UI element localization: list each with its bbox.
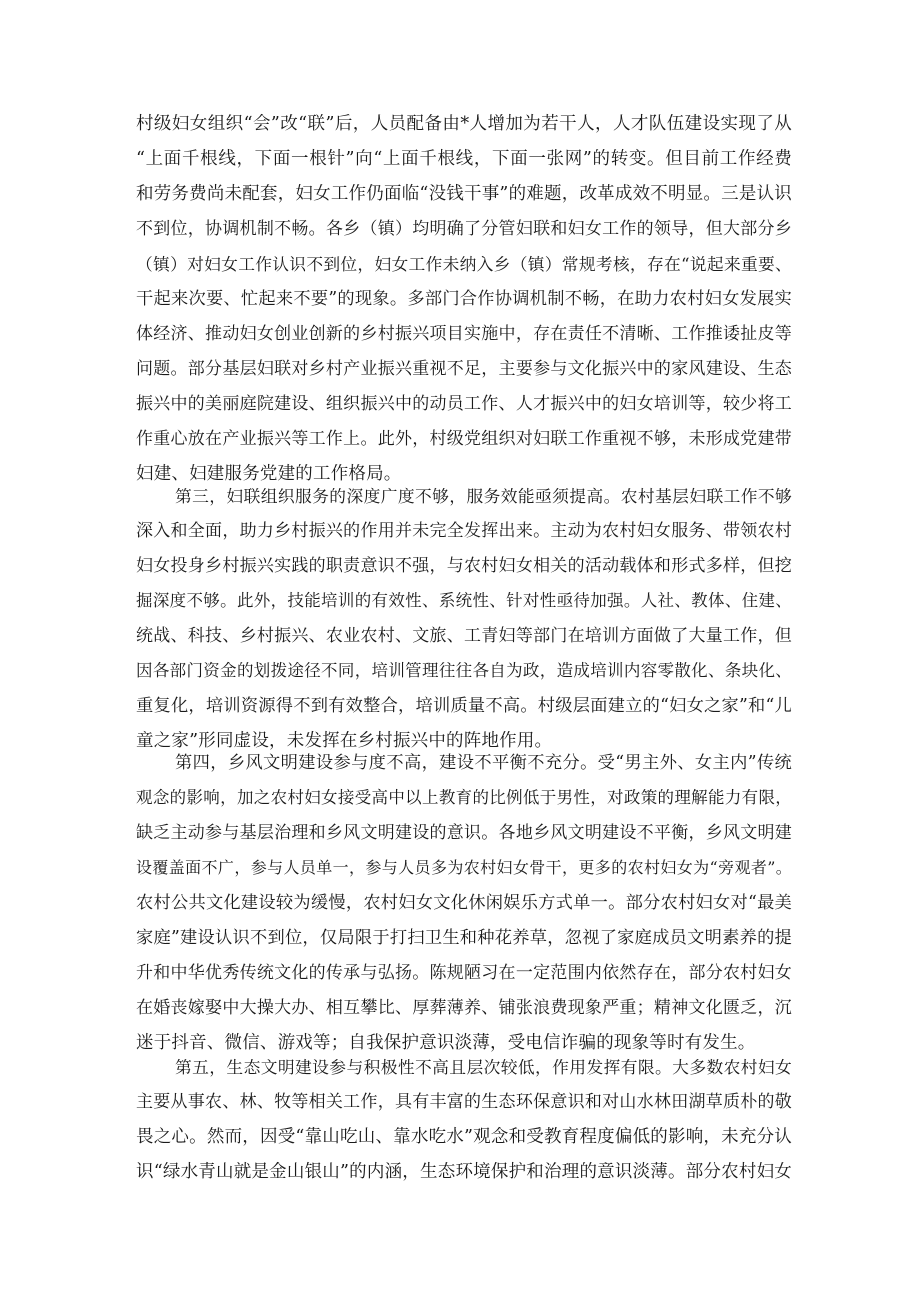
text-line: 第三，妇联组织服务的深度广度不够，服务效能亟须提高。农村基层妇联工作不够 bbox=[175, 486, 792, 506]
text-line: 深入和全面，助力乡村振兴的作用并未完全发挥出来。主动为农村妇女服务、带领农村 bbox=[136, 521, 792, 541]
text-line: 在婚丧嫁娶中大操大办、相互攀比、厚葬薄养、铺张浪费现象严重；精神文化匮乏，沉 bbox=[136, 998, 792, 1018]
text-line: 迷于抖音、微信、游戏等；自我保护意识淡薄，受电信诈骗的现象等时有发生。 bbox=[136, 1033, 756, 1053]
text-line: 设覆盖面不广，参与人员单一，参与人员多为农村妇女骨干，更多的农村妇女为“旁观者”。 bbox=[136, 858, 792, 877]
text-line: 因各部门资金的划拨途径不同，培训管理往往各自为政，造成培训内容零散化、条块化、 bbox=[136, 661, 792, 680]
text-line: 升和中华优秀传统文化的传承与弘扬。陈规陋习在一定范围内依然存在，部分农村妇女 bbox=[136, 963, 792, 983]
text-line: 家庭”建设认识不到位，仅局限于打扫卫生和种花养草，忽视了家庭成员文明素养的提 bbox=[136, 928, 792, 948]
text-line: 农村公共文化建设较为缓慢，农村妇女文化休闲娱乐方式单一。部分农村妇女对“最美 bbox=[136, 893, 792, 913]
text-line: 掘深度不够。此外，技能培训的有效性、系统性、针对性亟待加强。人社、教体、住建、 bbox=[136, 591, 792, 610]
text-line: 作重心放在产业振兴等工作上。此外，村级党组织对妇联工作重视不够，未形成党建带 bbox=[136, 429, 792, 449]
text-line: 妇女投身乡村振兴实践的职责意识不强，与农村妇女相关的活动载体和形式多样，但挖 bbox=[136, 556, 792, 576]
text-line: 缺乏主动参与基层治理和乡风文明建设的意识。各地乡风文明建设不平衡，乡风文明建 bbox=[136, 823, 792, 843]
text-line: 村级妇女组织“会”改“联”后，人员配备由*人增加为若干人，人才队伍建设实现了从 bbox=[136, 114, 792, 134]
text-line: （镇）对妇女工作认识不到位，妇女工作未纳入乡（镇）常规考核，存在“说起来重要、 bbox=[136, 254, 792, 274]
text-line: 不到位，协调机制不畅。各乡（镇）均明确了分管妇联和妇女工作的领导，但大部分乡 bbox=[136, 219, 792, 239]
text-line: 体经济、推动妇女创业创新的乡村振兴项目实施中，存在责任不清晰、工作推诿扯皮等 bbox=[136, 324, 792, 344]
text-line: 统战、科技、乡村振兴、农业农村、文旅、工青妇等部门在培训方面做了大量工作，但 bbox=[136, 626, 792, 646]
text-line: 童之家”形同虚设，未发挥在乡村振兴中的阵地作用。 bbox=[136, 731, 553, 751]
text-line: 观念的影响，加之农村妇女接受高中以上教育的比例低于男性，对政策的理解能力有限， bbox=[136, 788, 792, 807]
text-line: “上面千根线，下面一根针”向“上面千根线，下面一张网”的转变。但目前工作经费 bbox=[136, 149, 792, 169]
text-line: 第五，生态文明建设参与积极性不高且层次较低，作用发挥有限。大多数农村妇女 bbox=[175, 1057, 792, 1077]
text-line: 妇建、妇建服务党建的工作格局。 bbox=[136, 464, 402, 484]
text-line: 识“绿水青山就是金山银山”的内涵，生态环境保护和治理的意识淡薄。部分农村妇女 bbox=[136, 1162, 792, 1182]
text-line: 重复化，培训资源得不到有效整合，培训质量不高。村级层面建立的“妇女之家”和“儿 bbox=[136, 696, 792, 716]
text-line: 主要从事农、林、牧等相关工作，具有丰富的生态环保意识和对山水林田湖草质朴的敬 bbox=[136, 1092, 792, 1112]
text-line: 振兴中的美丽庭院建设、组织振兴中的动员工作、人才振兴中的妇女培训等，较少将工 bbox=[136, 394, 792, 414]
text-line: 干起来次要、忙起来不要”的现象。多部门合作协调机制不畅，在助力农村妇女发展实 bbox=[136, 289, 792, 309]
text-line: 第四，乡风文明建设参与度不高，建设不平衡不充分。受“男主外、女主内”传统 bbox=[175, 753, 792, 773]
text-line: 畏之心。然而，因受“靠山吃山、靠水吃水”观念和受教育程度偏低的影响，未充分认 bbox=[136, 1127, 792, 1147]
text-line: 问题。部分基层妇联对乡村产业振兴重视不足，主要参与文化振兴中的家风建设、生态 bbox=[136, 359, 792, 379]
text-line: 和劳务费尚未配套，妇女工作仍面临“没钱干事”的难题，改革成效不明显。三是认识 bbox=[136, 184, 792, 204]
